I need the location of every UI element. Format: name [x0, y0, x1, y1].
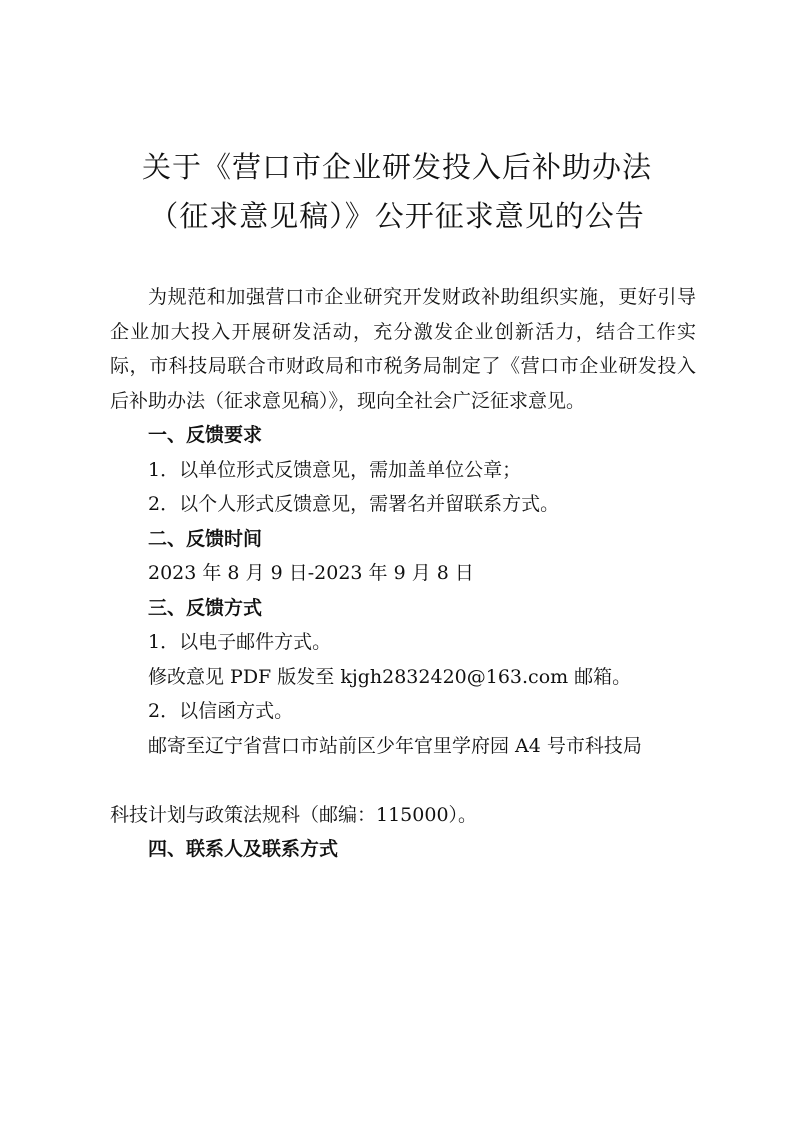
method-letter: 2．以信函方式。 [148, 700, 294, 722]
method-letter-detail-continued: 科技计划与政策法规科（邮编：115000）。 [110, 803, 478, 826]
section-1-item-2: 2．以个人形式反馈意见，需署名并留联系方式。 [148, 493, 560, 515]
document-body [110, 280, 696, 867]
section-4-heading: 四、联系人及联系方式 [148, 838, 339, 860]
section-1-item-1: 1．以单位形式反馈意见，需加盖单位公章； [148, 458, 522, 481]
intro-paragraph: 为规范和加强营口市企业研究开发财政补助组织实施，更好引导企业加大投入开展研发活动，充分激发企业创新活力，结合工作实际，市科技局联合市财政局和市税务局制定了《营口市企业研发投入后补助办法（征求意见稿）》，现向全社会广泛征求意见。 [110, 286, 696, 412]
blank-line [110, 763, 696, 798]
method-email-detail: 修改意见 PDF 版发至 kjgh2832420@163.com 邮箱。 [148, 665, 632, 688]
document-title-line-2: （征求意见稿）》公开征求意见的公告 [149, 199, 645, 233]
section-1-heading: 一、反馈要求 [148, 424, 263, 446]
section-3-heading: 三、反馈方式 [148, 596, 263, 619]
method-letter-detail: 邮寄至辽宁省营口市站前区少年官里学府园 A4 号市科技局 [148, 734, 642, 757]
method-email: 1．以电子邮件方式。 [148, 631, 332, 653]
document-title-line-1: 关于《营口市企业研发投入后补助办法 [141, 150, 652, 184]
feedback-period: 2023 年 8 月 9 日-2023 年 9 月 8 日 [148, 562, 474, 584]
section-2-heading: 二、反馈时间 [148, 527, 263, 550]
